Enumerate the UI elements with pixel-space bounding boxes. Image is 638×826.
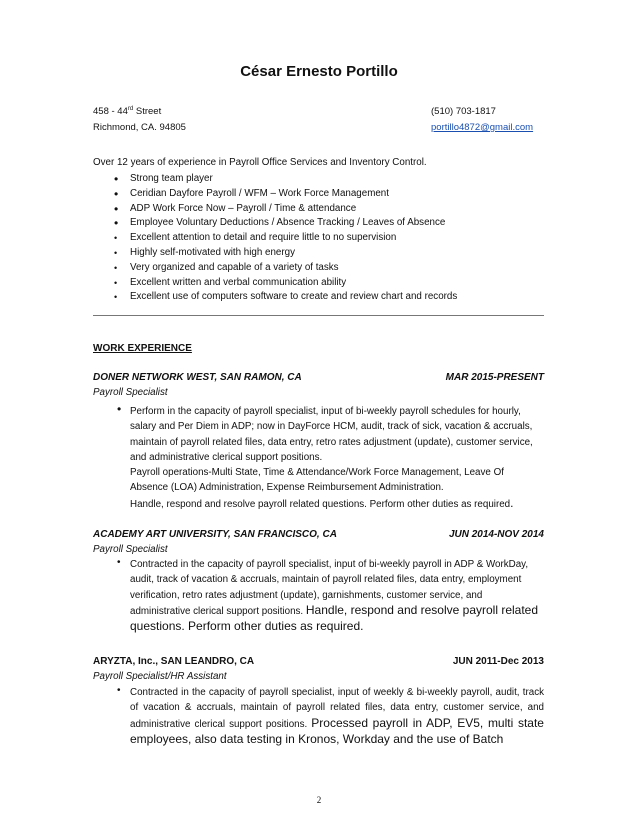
skill-item: • Very organized and capable of a variety of tasks bbox=[93, 261, 457, 276]
job-company: ARYZTA, Inc., SAN LEANDRO, CA bbox=[93, 656, 255, 667]
skill-item: • Excellent use of computers software to create and review chart and records bbox=[93, 290, 457, 305]
job-duties-text-3: Handle, respond and resolve payroll related questions. Perform other duties as required. bbox=[130, 495, 514, 510]
skill-item: • Excellent attention to detail and require little to no supervision bbox=[93, 231, 457, 246]
skill-item: • Highly self-motivated with high energy bbox=[93, 246, 457, 261]
job-role: Payroll Specialist/HR Assistant bbox=[93, 671, 227, 682]
job-role: Payroll Specialist bbox=[93, 544, 168, 555]
phone-number: (510) 703-1817 bbox=[431, 106, 496, 117]
job-duties-text-2: Payroll operations-Multi State, Time & Attendance/Work Force Management, Leave Of Absence (LOA) Administration, Expense Reimbursement Administration. bbox=[130, 467, 504, 494]
job-duties-text: Perform in the capacity of payroll specialist, input of bi-weekly payroll schedules for hourly, salary and Per Diem in ADP; now in DayForce HCM, audit, track of sick, vacation & accruals, maintain of payroll related files, data entry, retro rates adjustment (update), customer service, and administrative clerical support positions. bbox=[130, 406, 533, 463]
candidate-name: César Ernesto Portillo bbox=[240, 63, 398, 80]
job-header bbox=[93, 656, 544, 667]
skill-item: • Strong team player bbox=[114, 172, 213, 186]
bullet-icon: • bbox=[114, 233, 118, 244]
bullet-icon: • bbox=[114, 262, 118, 273]
page-number: 2 bbox=[316, 795, 322, 805]
job-duties-text: Contracted in the capacity of payroll specialist, input of weekly & bi-weekly payroll, audit, track of vacation & accruals, maintain of payroll related files, data entry, customer service, and administrative clerical support positions. Processed payroll in ADP, EV5, multi state employees, also data testing in Kronos, Workday and the use of Batch bbox=[130, 687, 544, 746]
bullet-icon: • bbox=[114, 292, 118, 303]
job-duties bbox=[130, 404, 544, 512]
skill-item: • Ceridian Dayfore Payroll / WFM – Work Force Management bbox=[114, 186, 389, 201]
bullet-icon: • bbox=[114, 172, 119, 186]
bullet-icon: • bbox=[114, 216, 119, 231]
bullet-icon: • bbox=[117, 402, 122, 416]
section-divider bbox=[93, 315, 544, 316]
address-line-2: Richmond, CA. 94805 bbox=[93, 122, 186, 133]
bullet-icon: • bbox=[114, 277, 118, 288]
skill-item: • Excellent written and verbal communication ability bbox=[93, 276, 457, 291]
job-duties-text: Contracted in the capacity of payroll specialist, input of bi-weekly payroll in ADP & WorkDay, audit, track of vacation & accruals, maintain of payroll related files, data entry, employment verification, retro rates adjustment (update), garnishments, customer service, and administrative clerical support positions. Handle, respond and resolve payroll related questions. Perform other duties as required. bbox=[130, 559, 539, 634]
skill-item: • Employee Voluntary Deductions / Absence Tracking / Leaves of Absence bbox=[114, 216, 446, 231]
job-company: ACADEMY ART UNIVERSITY, SAN FRANCISCO, CA bbox=[93, 529, 337, 540]
bullet-icon: • bbox=[114, 186, 119, 201]
job-dates: MAR 2015-PRESENT bbox=[445, 372, 544, 383]
email-link[interactable]: portillo4872@gmail.com bbox=[431, 122, 534, 133]
bullet-icon: • bbox=[114, 201, 119, 216]
job-dates: JUN 2011-Dec 2013 bbox=[452, 656, 544, 667]
skills-list bbox=[93, 172, 457, 305]
summary-intro: Over 12 years of experience in Payroll Office Services and Inventory Control. bbox=[93, 157, 427, 168]
job-duties bbox=[130, 685, 544, 748]
job-header bbox=[93, 372, 544, 383]
bullet-icon: • bbox=[117, 557, 121, 568]
job-dates: JUN 2014-NOV 2014 bbox=[448, 529, 544, 540]
address-line-1: 458 - 44rd Street bbox=[93, 106, 162, 118]
skill-item: • ADP Work Force Now – Payroll / Time & attendance bbox=[114, 201, 357, 216]
job-duties bbox=[130, 557, 544, 635]
job-header bbox=[93, 529, 544, 540]
bullet-icon: • bbox=[114, 247, 118, 258]
job-role: Payroll Specialist bbox=[93, 387, 168, 398]
bullet-icon: • bbox=[117, 685, 121, 696]
work-experience-heading: WORK EXPERIENCE bbox=[93, 343, 192, 354]
job-company: DONER NETWORK WEST, SAN RAMON, CA bbox=[93, 372, 302, 383]
